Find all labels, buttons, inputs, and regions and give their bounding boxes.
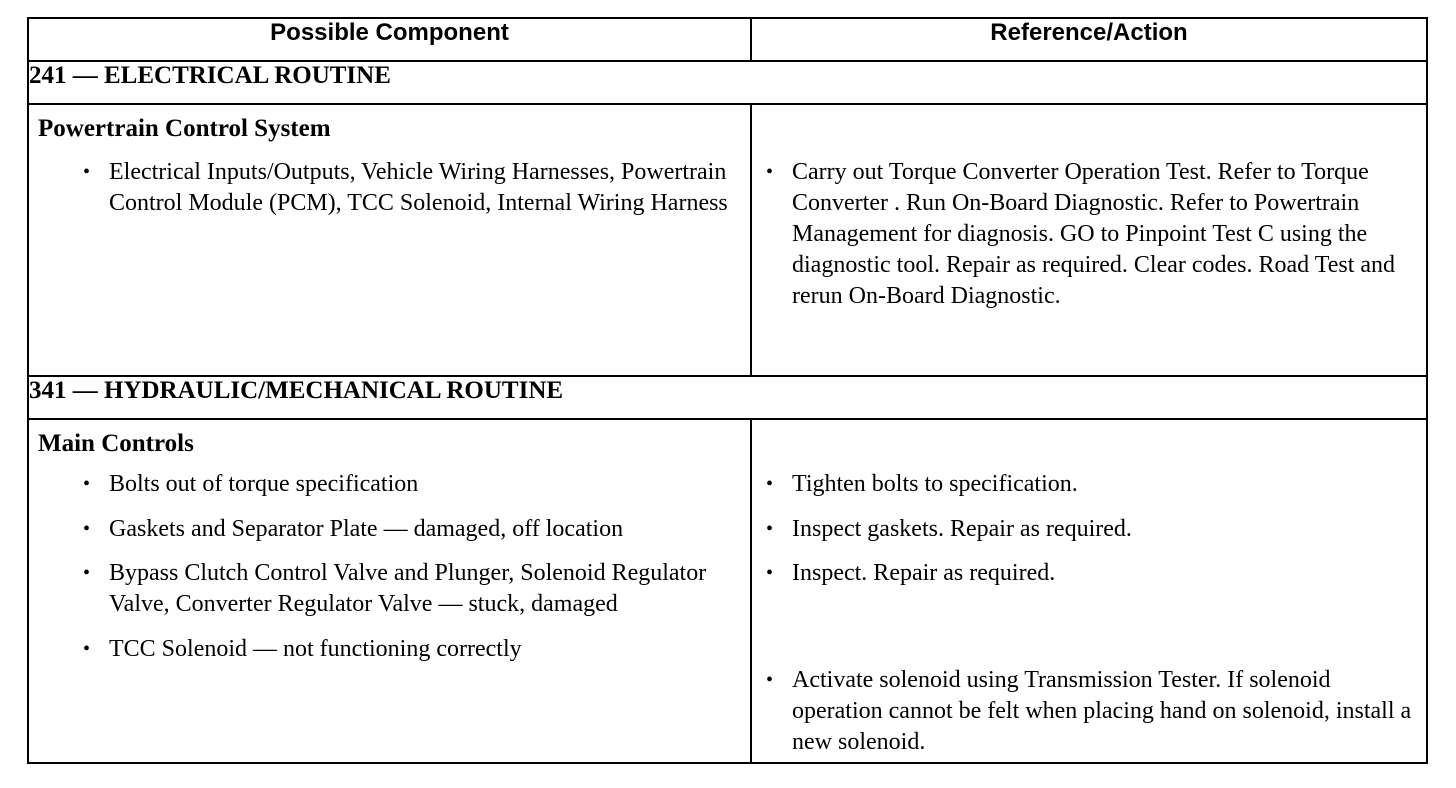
list-item: [29, 558, 750, 620]
table-row: [28, 419, 1427, 763]
bullet-icon: •: [83, 518, 91, 540]
action-text: Carry out Torque Converter Operation Test. Refer to Torque Converter . Run On-Board Diagnostic. Refer to Powertrain Management for diagnosis. GO to Pinpoint Test C using the diagnostic tool. Repair as required. Clear codes. Road Test and rerun On-Board Diagnostic.: [792, 159, 1396, 309]
diagnostic-table: [27, 17, 1428, 764]
group-title: Main Controls: [38, 430, 194, 457]
component-text: Gaskets and Separator Plate — damaged, off location: [109, 516, 624, 542]
header-reference-action: Reference/Action: [751, 18, 1427, 61]
bullet-icon: •: [766, 518, 774, 540]
component-text: Bolts out of torque specification: [109, 471, 419, 497]
action-text: Inspect gaskets. Repair as required.: [792, 516, 1132, 542]
section-title: 341 — HYDRAULIC/MECHANICAL ROUTINE: [28, 376, 1427, 419]
list-item: [752, 469, 1426, 500]
action-text: Tighten bolts to specification.: [792, 471, 1078, 497]
list-item: [29, 634, 750, 665]
bullet-icon: •: [83, 638, 91, 660]
list-item: [29, 514, 750, 545]
component-text: TCC Solenoid — not functioning correctly: [109, 636, 522, 662]
bullet-icon: •: [766, 161, 774, 183]
action-text: Activate solenoid using Transmission Tester. If solenoid operation cannot be felt when placing hand on solenoid, install a new solenoid.: [792, 667, 1412, 755]
bullet-icon: •: [766, 669, 774, 691]
component-text: Bypass Clutch Control Valve and Plunger, Solenoid Regulator Valve, Converter Regulator Valve — stuck, damaged: [109, 560, 707, 617]
list-item: [29, 469, 750, 500]
bullet-icon: •: [83, 473, 91, 495]
component-cell: [28, 104, 751, 376]
action-cell: [751, 104, 1427, 376]
action-cell: [751, 419, 1427, 763]
list-item: [29, 157, 750, 219]
bullet-icon: •: [83, 562, 91, 584]
table-row: [28, 104, 1427, 376]
component-text: Electrical Inputs/Outputs, Vehicle Wiring Harnesses, Powertrain Control Module (PCM), TCC Solenoid, Internal Wiring Harness: [109, 159, 728, 216]
group-title: Powertrain Control System: [38, 115, 331, 142]
list-item: [752, 665, 1426, 758]
action-text: Inspect. Repair as required.: [792, 560, 1056, 586]
bullet-icon: •: [83, 161, 91, 183]
component-cell: [28, 419, 751, 763]
section-row-hydraulic: [28, 376, 1427, 419]
bullet-icon: •: [766, 473, 774, 495]
header-possible-component: Possible Component: [28, 18, 751, 61]
header-row: [28, 18, 1427, 61]
section-title: 241 — ELECTRICAL ROUTINE: [28, 61, 1427, 104]
bullet-icon: •: [766, 562, 774, 584]
list-item: [752, 514, 1426, 545]
section-row-electrical: [28, 61, 1427, 104]
list-item: [752, 558, 1426, 589]
list-item: [752, 157, 1426, 312]
